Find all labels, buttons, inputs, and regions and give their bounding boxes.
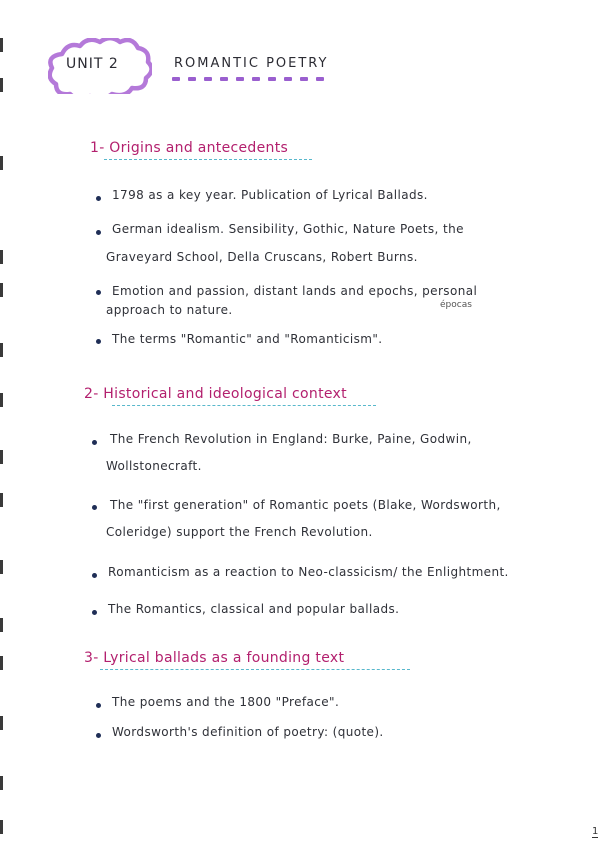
- binding-tick: [0, 820, 3, 834]
- bullet-dot: [96, 230, 101, 235]
- binding-tick: [0, 618, 3, 632]
- bullet-dot: [92, 573, 97, 578]
- item-line: The poems and the 1800 "Preface".: [112, 695, 340, 709]
- item-line: The French Revolution in England: Burke, Paine, Godwin,: [110, 432, 472, 446]
- item-line: The "first generation" of Romantic poets (Blake, Wordsworth,: [110, 498, 501, 512]
- item-line: approach to nature.: [106, 303, 233, 317]
- bullet-dot: [96, 703, 101, 708]
- unit-label: UNIT 2: [66, 56, 119, 72]
- binding-tick: [0, 560, 3, 574]
- bullet-dot: [92, 610, 97, 615]
- section-heading: 1- Origins and antecedents: [90, 140, 289, 156]
- item-line: Romanticism as a reaction to Neo-classicism/ the Enlightment.: [108, 565, 509, 579]
- item-line: The terms "Romantic" and "Romanticism".: [112, 332, 383, 346]
- page-number: 1: [592, 826, 599, 837]
- bullet-dot: [96, 290, 101, 295]
- course-title: ROMANTIC POETRY: [174, 56, 329, 71]
- bullet-dot: [96, 339, 101, 344]
- title-dash-underline: [170, 75, 330, 83]
- section-heading: 2- Historical and ideological context: [84, 386, 347, 402]
- item-line: The Romantics, classical and popular ballads.: [108, 602, 400, 616]
- binding-tick: [0, 450, 3, 464]
- heading-underline: [104, 159, 312, 160]
- binding-tick: [0, 250, 3, 264]
- item-line: Emotion and passion, distant lands and epochs, personal: [112, 284, 478, 298]
- bullet-dot: [96, 196, 101, 201]
- binding-tick: [0, 78, 3, 92]
- item-line: German idealism. Sensibility, Gothic, Nature Poets, the: [112, 222, 464, 236]
- binding-tick: [0, 776, 3, 790]
- item-line: 1798 as a key year. Publication of Lyrical Ballads.: [112, 188, 428, 202]
- binding-tick: [0, 716, 3, 730]
- heading-underline: [100, 669, 410, 670]
- page-header: [48, 38, 588, 98]
- item-line: Wollstonecraft.: [106, 459, 202, 473]
- item-line: Graveyard School, Della Cruscans, Robert Burns.: [106, 250, 418, 264]
- margin-annotation: épocas: [440, 300, 472, 310]
- binding-tick: [0, 393, 3, 407]
- section-heading: 3- Lyrical ballads as a founding text: [84, 650, 345, 666]
- bullet-dot: [92, 440, 97, 445]
- binding-ticks: [0, 0, 4, 848]
- binding-tick: [0, 156, 3, 170]
- item-line: Wordsworth's definition of poetry: (quote).: [112, 725, 384, 739]
- binding-tick: [0, 343, 3, 357]
- bullet-dot: [92, 505, 97, 510]
- item-line: Coleridge) support the French Revolution.: [106, 525, 373, 539]
- binding-tick: [0, 38, 3, 52]
- bullet-dot: [96, 733, 101, 738]
- binding-tick: [0, 283, 3, 297]
- heading-underline: [112, 405, 376, 406]
- binding-tick: [0, 493, 3, 507]
- binding-tick: [0, 656, 3, 670]
